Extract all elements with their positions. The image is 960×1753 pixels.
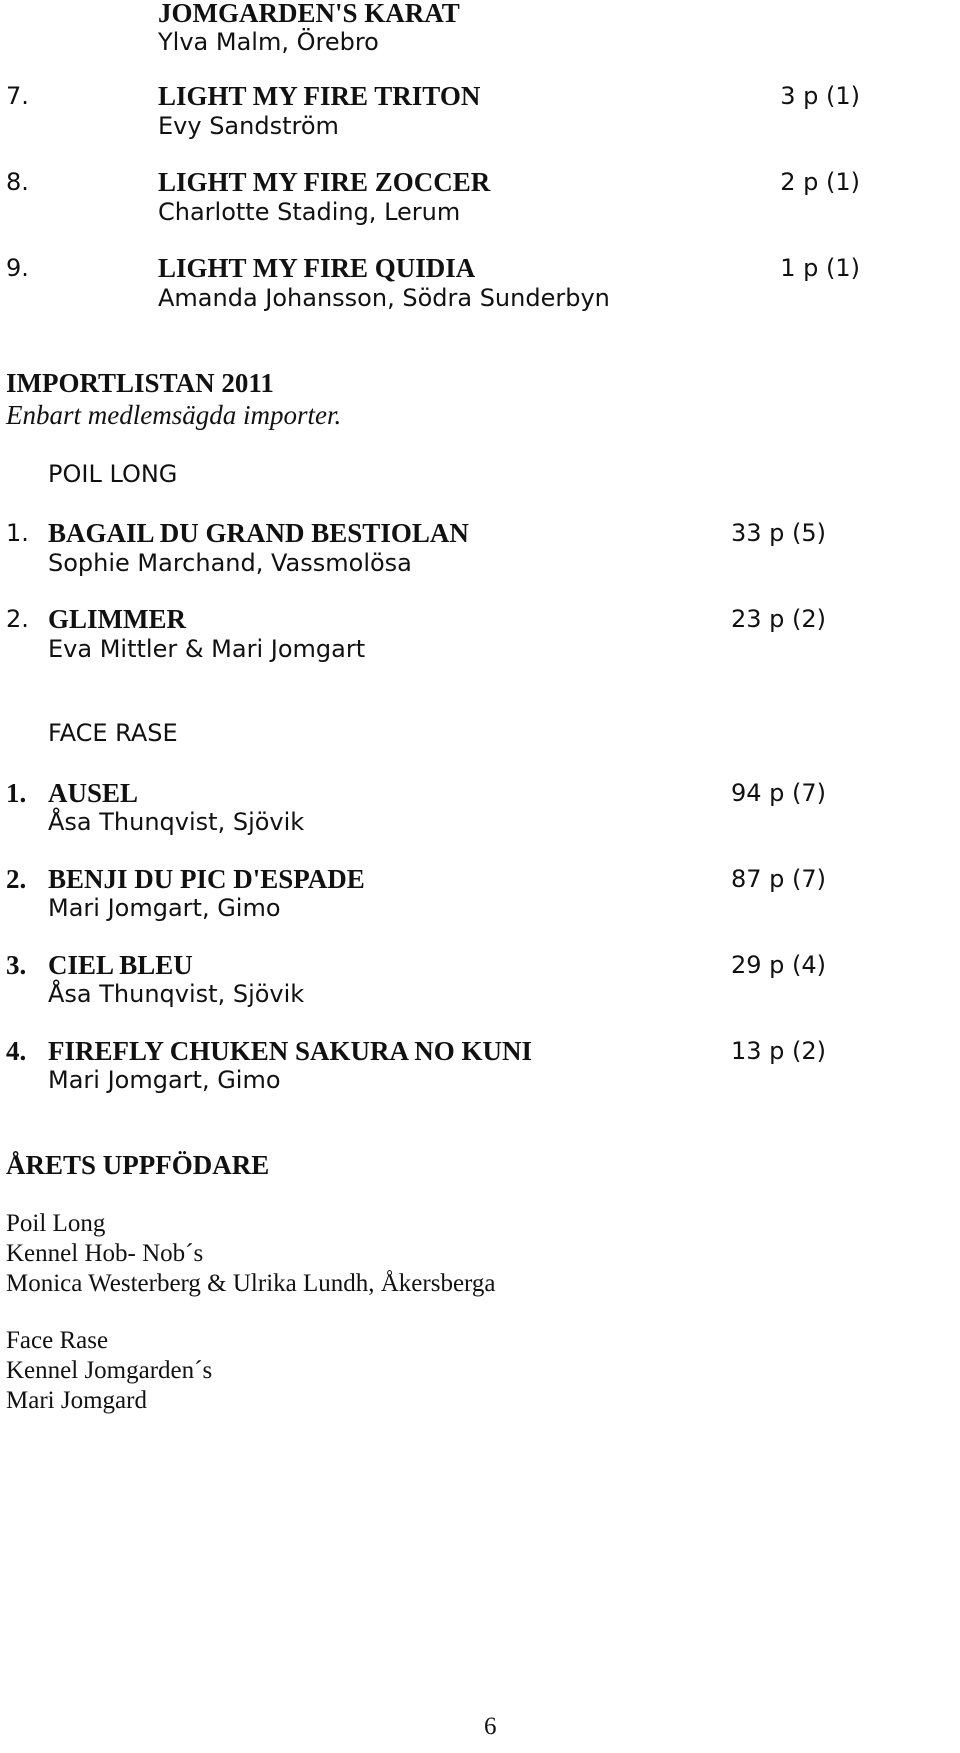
points: 33 p (5): [730, 519, 826, 547]
page-number: 6: [484, 1713, 497, 1740]
points: 23 p (2): [730, 605, 826, 633]
owner: Åsa Thunqvist, Sjövik: [48, 980, 305, 1008]
points: 1 p (1): [780, 254, 860, 282]
list-number: 7.: [6, 82, 29, 110]
breeder-owner: Mari Jomgard: [6, 1387, 147, 1414]
owner: Åsa Thunqvist, Sjövik: [48, 808, 305, 836]
dog-name: BAGAIL DU GRAND BESTIOLAN: [48, 518, 469, 548]
top-entry-owner: Ylva Malm, Örebro: [158, 28, 379, 56]
list-number: 1.: [6, 519, 29, 547]
dog-name: BENJI DU PIC D'ESPADE: [48, 864, 365, 894]
list-number: 4.: [6, 1036, 27, 1066]
breeders-title: ÅRETS UPPFÖDARE: [6, 1150, 270, 1180]
list-number: 3.: [6, 950, 27, 980]
kennel-name: Kennel Hob- Nob´s: [6, 1240, 204, 1267]
points: 94 p (7): [730, 779, 826, 807]
points: 2 p (1): [780, 168, 860, 196]
top-entry-name: JOMGARDEN'S KARAT: [158, 0, 460, 28]
owner: Amanda Johansson, Södra Sunderbyn: [158, 284, 610, 312]
section-heading: POIL LONG: [48, 460, 178, 488]
import-subtitle: Enbart medlemsägda importer.: [6, 400, 342, 430]
list-number: 9.: [6, 254, 29, 282]
dog-name: AUSEL: [48, 778, 139, 808]
section-heading: FACE RASE: [48, 719, 178, 747]
points: 87 p (7): [730, 865, 826, 893]
list-number: 1.: [6, 778, 27, 808]
breeder-owner: Monica Westerberg & Ulrika Lundh, Åkersberga: [6, 1270, 496, 1297]
points: 13 p (2): [730, 1037, 826, 1065]
dog-name: GLIMMER: [48, 604, 186, 634]
owner: Eva Mittler & Mari Jomgart: [48, 635, 366, 663]
dog-name: LIGHT MY FIRE QUIDIA: [158, 253, 476, 283]
points: 29 p (4): [730, 951, 826, 979]
owner: Evy Sandström: [158, 112, 339, 140]
owner: Mari Jomgart, Gimo: [48, 894, 281, 922]
import-title: IMPORTLISTAN 2011: [6, 368, 274, 398]
dog-name: FIREFLY CHUKEN SAKURA NO KUNI: [48, 1036, 533, 1066]
breed-name: Face Rase: [6, 1327, 109, 1354]
kennel-name: Kennel Jomgarden´s: [6, 1357, 213, 1384]
owner: Charlotte Stading, Lerum: [158, 198, 461, 226]
list-number: 2.: [6, 864, 27, 894]
list-number: 2.: [6, 605, 29, 633]
owner: Mari Jomgart, Gimo: [48, 1066, 281, 1094]
owner: Sophie Marchand, Vassmolösa: [48, 549, 412, 577]
dog-name: CIEL BLEU: [48, 950, 193, 980]
breed-name: Poil Long: [6, 1210, 106, 1237]
list-number: 8.: [6, 168, 29, 196]
dog-name: LIGHT MY FIRE ZOCCER: [158, 167, 491, 197]
dog-name: LIGHT MY FIRE TRITON: [158, 81, 481, 111]
points: 3 p (1): [780, 82, 860, 110]
